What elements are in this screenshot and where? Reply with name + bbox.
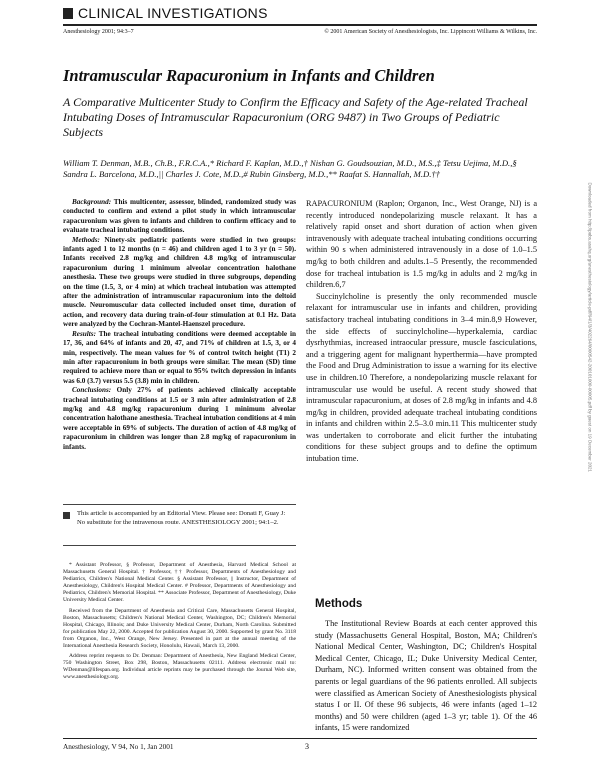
author-list: William T. Denman, M.B., Ch.B., F.R.C.A.,* Richard F. Kaplan, M.D.,† Nishan G. Goudsouzian, M.D., M.S.,‡ Tetsu Uejima, M.D.,§ Sandra L. Barcelona, M.D.,|| Charles J. Cote, M.D.,# Rubin Ginsberg, M.D.,** Raafat S. Hannallah, M.D.†† — [63, 158, 517, 179]
header-rule — [63, 24, 537, 26]
abstract-label: Conclusions: — [72, 386, 112, 395]
box-marker-icon — [63, 512, 70, 519]
editorial-view-text: This article is accompanied by an Editorial View. Please see: Donati F, Guay J: No substitute for the intravenous route. ANESTHESIOLOGY 2001; 94:1–2. — [77, 510, 286, 526]
page-number: 3 — [305, 742, 309, 751]
footer-rule — [63, 738, 537, 739]
abstract-label: Background: — [72, 198, 112, 206]
article-title: Intramuscular Rapacuronium in Infants and Children — [63, 66, 435, 85]
abstract-background: Background: This multicenter, assessor, blinded, randomized study was conducted to confirm and extend a pilot study in which intramuscular rapacuronium was given to infants and children to confirm efficacy and to evaluate tracheal intubating conditions. — [63, 198, 296, 235]
abstract — [63, 198, 296, 452]
footnotes — [63, 562, 296, 685]
introduction — [306, 198, 537, 465]
footnote-received: Received from the Department of Anesthesia and Critical Care, Massachusetts General Hospital, Boston, Massachusetts; Children's National Medical Center, Washington, DC; Children's Memorial Hospital, Chicago, Illinois; and Duke University Medical Center, Durham, North Carolina. Submitted for publication May 22, 2000. Accepted for publication August 30, 2000. Supported by grant No. 3118 from Organon, Inc., West Orange, New Jersey. Presented in part at the annual meeting of the International Anesthesia Research Society, Honolulu, Hawaii, March 13, 2000. — [63, 607, 296, 650]
abstract-conclusions: Conclusions: Only 27% of patients achieved clinically acceptable tracheal intubating conditions at 1.5 or 3 min after administration of 2.8 mg/kg and 4.8 mg/kg rapacuronium during 1 minimum alveolar concentration halothane anesthesia. Tracheal intubation conditions at 4 min were acceptable in 69% of subjects. The duration of action of 4.8 mg/kg of rapacuronium in children was longer than 2.8 mg/kg of rapacuronium in infants. — [63, 386, 296, 451]
footnote-reprints: Address reprint requests to Dr. Denman: Department of Anesthesia, New England Medical Center, 750 Washington Street, Box 298, Boston, Massachusetts 02111. Address electronic mail to: WDenman@lifespan.org. Individual article reprints may be purchased through the Journal Web site, www.anesthesiology.org. — [63, 653, 296, 681]
intro-paragraph: Succinylcholine is presently the only recommended muscle relaxant for intramuscular use in infants and children, providing satisfactory tracheal intubating conditions in 3–4 min.8,9 However, the side effects of succinylcholine—hyperkalemia, cardiac dysrhythmias, increased intraocular pressure, muscle fasciculations, and a triggering agent for malignant hyperthermia—have prompted the Food and Drug Administration to issue a warning for its elective use in children.10 Therefore, a nondepolarizing muscle relaxant for intramuscular use would be useful. A recent study showed that intramuscular rapacuronium, at doses of 2.8 mg/kg in infants and 4.8 mg/kg in children, provided adequate tracheal intubating conditions in infants and children within 2.5–3.0 min.11 This multicenter study was undertaken to corroborate and elicit further the intubating conditions for these subject groups and to define the optimum intubation time. — [306, 291, 537, 464]
abstract-results: Results: The tracheal intubating conditions were deemed acceptable in 17, 36, and 64% of infants and 20, 47, and 71% of children at 1.5, 3, or 4 min, respectively. The mean values for % of control twitch height (T1) 2 min after rapacuronium in both groups were similar. The mean (SD) time required to achieve more than or equal to 95% twitch depression in infants was 6.0 (3.7) versus 5.5 (3.8) min in children. — [63, 329, 296, 385]
methods-paragraph: The Institutional Review Boards at each center approved this study (Massachusetts General Hospital, Boston, MA; Children's National Medical Center, Washington, DC; Children's Hospital Medical Center, Chicago, IL; Duke University Medical Center, Durham, NC). Informed written consent was obtained from the parents or legal guardians of the 96 patients enrolled. All subjects were classified as American Society of Anesthesiologists physical status I or II. Of these 96 subjects, 46 were infants (aged 1–12 months) and 50 were children (aged 1–3 yr; table 1). Of the 46 infants, 15 were randomized — [315, 619, 537, 733]
copyright-notice: © 2001 American Society of Anesthesiologists, Inc. Lippincott Williams & Wilkins, Inc. — [324, 29, 537, 35]
section-heading: CLINICAL INVESTIGATIONS — [78, 5, 268, 21]
abstract-label: Methods: — [72, 235, 100, 244]
footer-journal: Anesthesiology, V 94, No 1, Jan 2001 — [63, 742, 174, 751]
section-marker — [63, 8, 73, 19]
intro-paragraph: RAPACURONIUM (Raplon; Organon, Inc., West Orange, NJ) is a recently introduced nondepolarizing muscle relaxant. It has a relatively rapid onset and short duration of action when given intravenously with adequate tracheal intubating conditions occurring within 90 s when administered intravenously in a dose of 1.0–1.5 mg/kg to both children and adults.1–5 Presently, the recommended dose for tracheal intubation is 1.5 mg/kg in adults and 2 mg/kg in children.6,7 — [306, 199, 537, 290]
journal-citation: Anesthesiology 2001; 94:3–7 — [63, 29, 134, 35]
abstract-methods: Methods: Ninety-six pediatric patients were studied in two groups: infants aged 1 to 12 months (n = 46) and children aged 1 to 3 yr (n = 50). Infants received 2.8 mg/kg and children 4.8 mg/kg of intramuscular rapacuronium during 1 minimum alveolar concentration halothane anesthesia. These two groups were studied in three subgroups, depending on the time (1.5, 3, or 4 min) at which tracheal intubation was attempted after the administration of intramuscular rapacuronium into the deltoid muscle. Neuromuscular data collected included onset time, duration of action, and recovery data during train-of-four stimulation at 0.1 Hz. Data were analyzed by the Cochran-Mantel-Haenszel procedure. — [63, 235, 296, 329]
methods-heading: Methods — [315, 598, 363, 610]
methods-section — [315, 618, 537, 734]
footnote-affiliations: * Assistant Professor, § Professor, Department of Anesthesia, Harvard Medical School at Massachusetts General Hospital. † Professor, †† Professor, Departments of Anesthesiology and Pediatrics, Children's National Medical Center. § Assistant Professor, || Instructor, Department of Anesthesiology, Children's Hospital Medical Center. # Professor, Departments of Anesthesiology and Pediatrics, Children's Memorial Hospital. ** Associate Professor, Department of Anesthesiology, Duke University Medical Center. — [63, 562, 296, 604]
download-watermark — [585, 175, 593, 755]
article-subtitle: A Comparative Multicenter Study to Confirm the Efficacy and Safety of the Age-related Tracheal Intubating Doses of Intramuscular Rapacuronium (ORG 9487) in Two Groups of Pediatric Subjects — [63, 95, 528, 139]
abstract-label: Results: — [72, 329, 96, 338]
download-note: Downloaded from http://pubs.asahq.org/anesthesiology/article-pdf/94/1/3/402264/0000542-200101000-00005.pdf by guest on 19 December 2021 — [587, 182, 593, 472]
editorial-view-box — [63, 504, 296, 546]
